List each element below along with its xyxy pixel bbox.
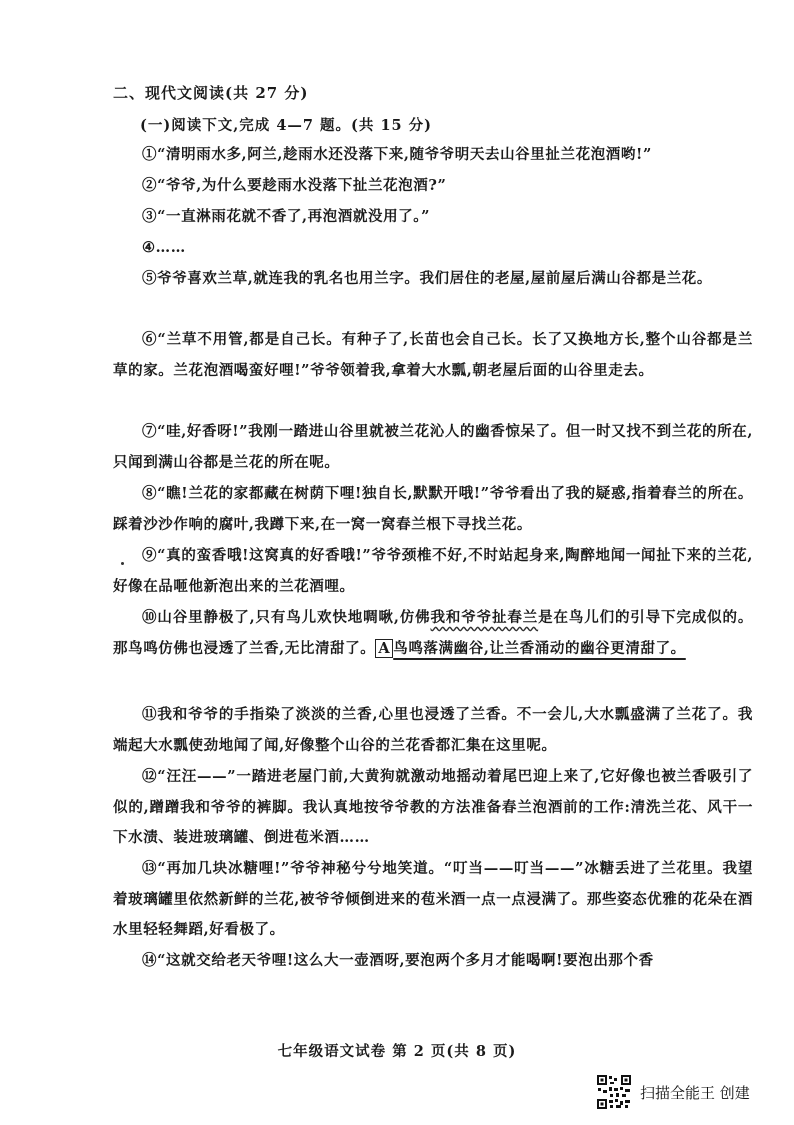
scanner-app-label: 扫描全能王 创建 bbox=[640, 1084, 750, 1102]
paragraph-12: ⑫“汪汪——”一踏进老屋门前,大黄狗就激动地摇动着尾巴迎上来了,它好像也被兰香吸引了似的,蹭蹭我和爷爷的裤脚。我认真地按爷爷教的方法准备春兰泡酒前的工作:清洗兰花、风干一下水渍、装进玻璃罐、倒进苞米酒…… bbox=[113, 768, 753, 846]
paragraph-6: ⑥“兰草不用管,都是自己长。有种子了,长苗也会自己长。长了又换地方长,整个山谷都是兰草的家。兰花泡酒喝蛮好哩!”爷爷领着我,拿着大水瓢,朝老屋后面的山谷里走去。 bbox=[113, 331, 753, 379]
scanner-watermark bbox=[596, 1074, 794, 1114]
paragraph-7: ⑦“哇,好香呀!”我刚一踏进山谷里就被兰花沁人的幽香惊呆了。但一时又找不到兰花的所在,只闻到满山谷都是兰花的所在呢。 bbox=[113, 423, 753, 471]
paragraph-8: ⑧“瞧!兰花的家都藏在树荫下哩!独自长,默默开哦!”爷爷看出了我的疑惑,指着春兰的所在。踩着沙沙作响的腐叶,我蹲下来,在一窝一窝春兰根下寻找兰花。 bbox=[113, 485, 753, 533]
paragraph-3: ③“一直淋雨花就不香了,再泡酒就没用了。” bbox=[142, 208, 431, 225]
page-footer: 七年级语文试卷 第 2 页(共 8 页) bbox=[277, 1043, 517, 1060]
paragraph-10-text-b: 是在鸟儿们的引导下完成似的。那鸟鸣仿佛也浸透了兰香,无比清甜了。 bbox=[113, 609, 753, 657]
paragraph-10 bbox=[113, 603, 753, 664]
paragraph-1: ①“清明雨水多,阿兰,趁雨水还没落下来,随爷爷明天去山谷里扯兰花泡酒哟!” bbox=[142, 146, 652, 163]
paragraph-5: ⑤爷爷喜欢兰草,就连我的乳名也用兰字。我们居住的老屋,屋前屋后满山谷都是兰花。 bbox=[142, 270, 712, 287]
section-title: 二、现代文阅读(共 27 分) bbox=[113, 84, 309, 102]
wavy-underlined-phrase: 我和爷爷扯春兰 bbox=[430, 609, 539, 626]
paragraph-13: ⑬“再加几块冰糖哩!”爷爷神秘兮兮地笑道。“叮当——叮当——”冰糖丢进了兰花里。我望着玻璃罐里依然新鲜的兰花,被爷爷倾倒进来的苞米酒一点一点浸满了。那些姿态优雅的花朵在酒水里轻轻舞蹈,好看极了。 bbox=[113, 860, 753, 938]
paragraph-14: ⑭“这就交给老天爷哩!这么大一壶酒呀,要泡两个多月才能喝啊!要泡出那个香 bbox=[142, 952, 654, 969]
qr-code-icon bbox=[596, 1074, 632, 1110]
underlined-sentence-a: 鸟鸣落满幽谷,让兰香涌动的幽谷更清甜了。 bbox=[393, 639, 686, 657]
paragraph-10-text-a: ⑩山谷里静极了,只有鸟儿欢快地啁啾,仿佛 bbox=[142, 609, 431, 626]
marker-box-a: A bbox=[375, 639, 393, 658]
sub-title: (一)阅读下文,完成 4—7 题。(共 15 分) bbox=[140, 117, 433, 134]
paragraph-11: ⑪我和爷爷的手指染了淡淡的兰香,心里也浸透了兰香。不一会儿,大水瓢盛满了兰花了。我端起大水瓢使劲地闻了闻,好像整个山谷的兰花香都汇集在这里呢。 bbox=[113, 706, 753, 754]
paragraph-2: ②“爷爷,为什么要趁雨水没落下扯兰花泡酒?” bbox=[142, 177, 447, 194]
paragraph-9: ⑨“真的蛮香哦!这窝真的好香哦!”爷爷颈椎不好,不时站起身来,陶醉地闻一闻扯下来的兰花,好像在品咂他新泡出来的兰花酒哩。 bbox=[113, 547, 753, 595]
paragraph-4: ④…… bbox=[142, 239, 186, 256]
